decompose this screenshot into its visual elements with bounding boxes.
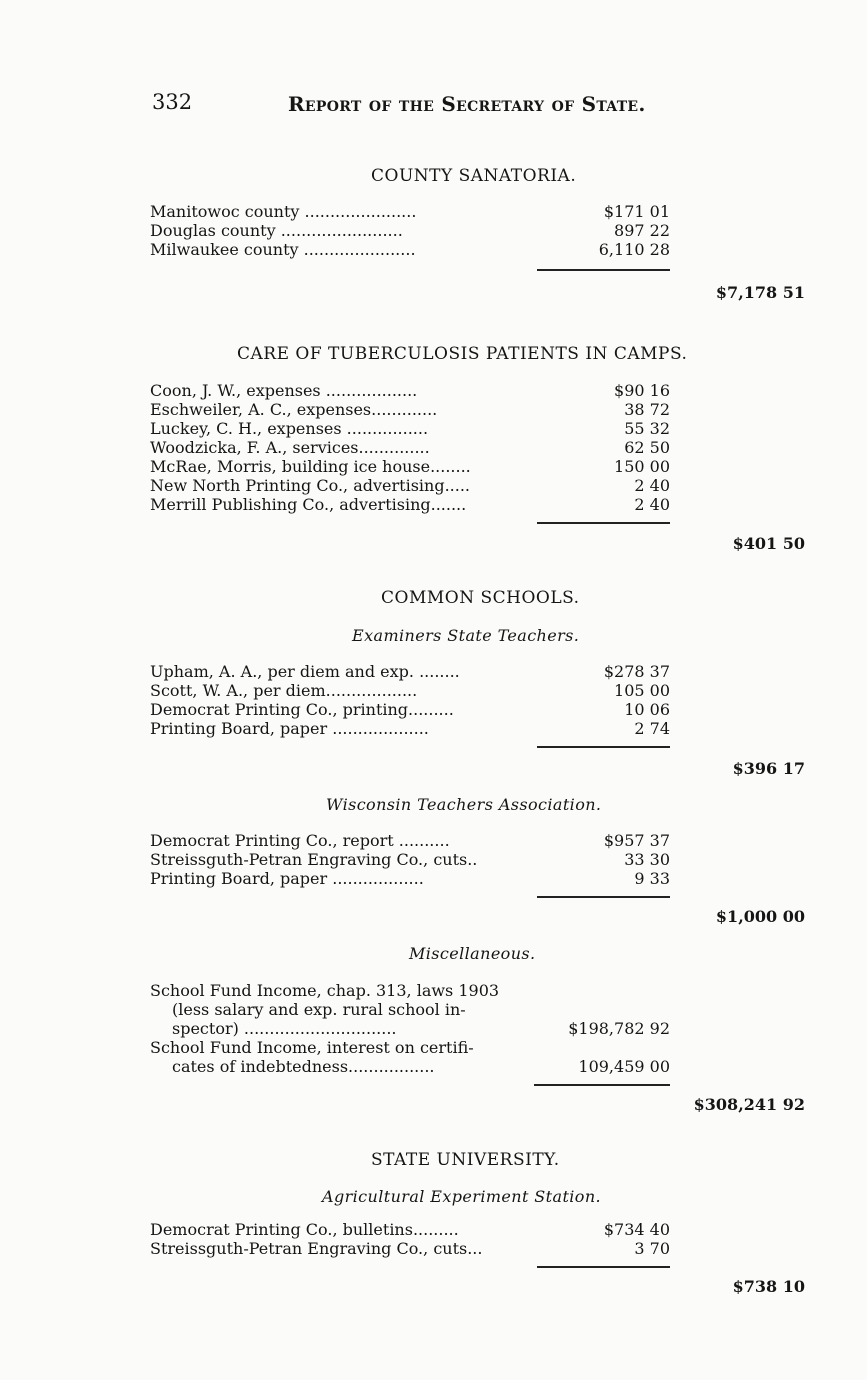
county-sanatoria-list xyxy=(150,202,670,259)
list-item: (less salary and exp. rural school in- xyxy=(172,1000,466,1019)
sum-rule xyxy=(537,1266,670,1268)
list-item: Woodzicka, F. A., services.............. 62 50 xyxy=(150,438,670,457)
list-item: spector) .............................. $198,782 92 xyxy=(172,1019,670,1038)
sum-rule xyxy=(537,522,670,524)
list-item: Printing Board, paper .................. 9 33 xyxy=(150,869,670,888)
section-heading-county-sanatoria: COUNTY SANATORIA. xyxy=(371,166,577,186)
list-item: Douglas county ........................ 897 22 xyxy=(150,221,670,240)
list-item: Scott, W. A., per diem.................. 105 00 xyxy=(150,681,670,700)
miscellaneous-list xyxy=(150,981,670,1076)
page-number: 332 xyxy=(152,90,193,114)
section-total: $308,241 92 xyxy=(693,1095,805,1114)
section-heading-state-university: STATE UNIVERSITY. xyxy=(371,1150,560,1170)
list-item: Manitowoc county ...................... $171 01 xyxy=(150,202,670,221)
subheading-miscellaneous: Miscellaneous. xyxy=(409,944,536,963)
teachers-association-list xyxy=(150,831,670,888)
list-item: Luckey, C. H., expenses ................ 55 32 xyxy=(150,419,670,438)
subheading-agricultural-station: Agricultural Experiment Station. xyxy=(322,1187,602,1206)
list-item: McRae, Morris, building ice house........ 150 00 xyxy=(150,457,670,476)
list-item: Eschweiler, A. C., expenses............. 38 72 xyxy=(150,400,670,419)
list-item: Merrill Publishing Co., advertising....... 2 40 xyxy=(150,495,670,514)
list-item: Upham, A. A., per diem and exp. ........ $278 37 xyxy=(150,662,670,681)
sum-rule xyxy=(537,896,670,898)
section-total: $396 17 xyxy=(732,759,805,778)
sum-rule xyxy=(537,269,670,271)
sum-rule xyxy=(537,746,670,748)
tuberculosis-list xyxy=(150,381,670,514)
list-item: Streissguth-Petran Engraving Co., cuts... 3 70 xyxy=(150,1239,670,1258)
list-item: Democrat Printing Co., bulletins......... $734 40 xyxy=(150,1220,670,1239)
list-item: Printing Board, paper ................... 2 74 xyxy=(150,719,670,738)
sum-rule xyxy=(534,1084,670,1086)
running-header: Report of the Secretary of State. xyxy=(288,92,646,116)
section-total: $1,000 00 xyxy=(715,907,805,926)
examiners-list xyxy=(150,662,670,738)
subheading-wisconsin-teachers: Wisconsin Teachers Association. xyxy=(326,795,602,814)
agricultural-station-list xyxy=(150,1220,670,1258)
section-heading-common-schools: COMMON SCHOOLS. xyxy=(381,588,580,608)
section-total: $7,178 51 xyxy=(715,283,805,302)
section-total: $401 50 xyxy=(732,534,805,553)
subheading-examiners: Examiners State Teachers. xyxy=(352,626,580,645)
list-item: Streissguth-Petran Engraving Co., cuts.. 33 30 xyxy=(150,850,670,869)
list-item: Democrat Printing Co., printing......... 10 06 xyxy=(150,700,670,719)
section-total: $738 10 xyxy=(732,1277,805,1296)
list-item: cates of indebtedness................. 109,459 00 xyxy=(172,1057,670,1076)
list-item: School Fund Income, interest on certifi- xyxy=(150,1038,474,1057)
list-item: Milwaukee county ...................... 6,110 28 xyxy=(150,240,670,259)
list-item: School Fund Income, chap. 313, laws 1903 xyxy=(150,981,500,1000)
list-item: Democrat Printing Co., report .......... $957 37 xyxy=(150,831,670,850)
section-heading-tuberculosis: CARE OF TUBERCULOSIS PATIENTS IN CAMPS. xyxy=(237,344,688,364)
list-item: Coon, J. W., expenses .................. $90 16 xyxy=(150,381,670,400)
list-item: New North Printing Co., advertising..... 2 40 xyxy=(150,476,670,495)
